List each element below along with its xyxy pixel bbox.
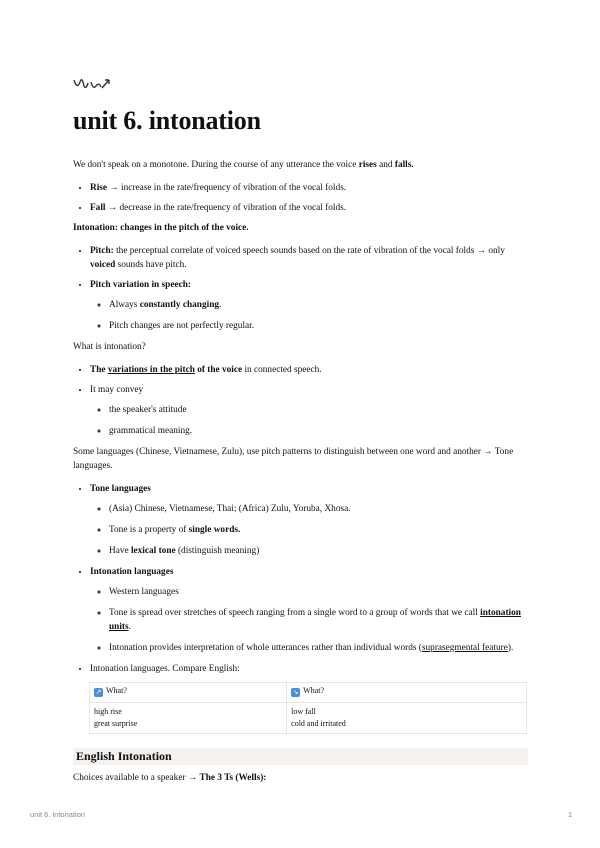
list-item: ◦ grammatical meaning. <box>109 424 528 438</box>
list-item: ◦ Pitch changes are not perfectly regular. <box>109 319 528 333</box>
page-title: unit 6. intonation <box>73 106 261 135</box>
arrow-up-right-icon: ↗ <box>95 688 102 696</box>
rise-fall-list <box>73 181 528 215</box>
languages-list <box>73 482 528 676</box>
arrow-down-right-icon: ↘ <box>292 688 299 696</box>
what-is-intonation: What is intonation? <box>73 342 146 352</box>
list-item: ◦ the speaker's attitude <box>109 403 528 417</box>
page-number: 1 <box>568 810 573 819</box>
list-item: • Tone languages ◦ (Asia) Chinese, Vietnamese, Thai; (Africa) Zulu, Yoruba, Xhosa. ◦ Tone is a property of single words. ◦ Have lexical tone (distinguish meaning) <box>90 482 528 558</box>
list-item: ◦ Western languages <box>109 585 528 599</box>
tone-sublist <box>90 502 528 558</box>
list-item: • Fall → decrease in the rate/frequency of vibration of the vocal folds. <box>90 201 528 215</box>
intonation-definition: Intonation: changes in the pitch of the voice. <box>73 223 249 233</box>
list-item: • Pitch variation in speech: ◦ Always constantly changing. ◦ Pitch changes are not perfectly regular. <box>90 278 528 333</box>
list-item: ◦ Tone is spread over stretches of speech ranging from a single word to a group of words that we call intonation units. <box>109 606 528 634</box>
page-content <box>73 74 528 794</box>
convey-sublist <box>90 403 528 438</box>
list-item: ◦ Intonation provides interpretation of whole utterances rather than individual words (suprasegmental feature). <box>109 641 528 655</box>
table-header-row <box>90 683 527 703</box>
intro-paragraph: We don't speak on a monotone. During the course of any utterance the voice rises and falls. <box>73 160 414 170</box>
list-item: • Intonation languages. Compare English: <box>90 662 528 676</box>
compare-table <box>89 682 527 734</box>
list-item: • Pitch: the perceptual correlate of voiced speech sounds based on the rate of vibration of the vocal folds → only voiced sounds have pitch. <box>90 244 528 272</box>
intonation-list <box>73 363 528 438</box>
choices-paragraph: Choices available to a speaker → The 3 Ts (Wells): <box>73 773 267 783</box>
pitch-list <box>73 244 528 333</box>
list-item: ◦ Tone is a property of single words. <box>109 523 528 537</box>
table-header: ↗ What? <box>90 683 287 703</box>
intonation-wave-icon <box>73 74 113 94</box>
table-cell: high rise great surprise <box>90 703 287 734</box>
languages-intro: Some languages (Chinese, Vietnamese, Zulu), use pitch patterns to distinguish between one word and another → Tone languages. <box>73 447 514 471</box>
list-item: ◦ Always constantly changing. <box>109 298 528 312</box>
list-item: • Rise → increase in the rate/frequency of vibration of the vocal folds. <box>90 181 528 195</box>
list-item: ◦ (Asia) Chinese, Vietnamese, Thai; (Africa) Zulu, Yoruba, Xhosa. <box>109 502 528 516</box>
table-header: ↘ What? <box>287 683 527 703</box>
intonation-sublist <box>90 585 528 655</box>
section-heading: English Intonation <box>73 748 528 765</box>
list-item: • Intonation languages ◦ Western languages ◦ Tone is spread over stretches of speech ranging from a single word to a group of words that we call intonation units. ◦ Intonation provides interpretation of whole utterances rather than individual words (suprasegmental feature). <box>90 565 528 655</box>
footer-title: unit 6. intonation <box>30 810 86 819</box>
list-item: ◦ Have lexical tone (distinguish meaning) <box>109 544 528 558</box>
list-item: • It may convey ◦ the speaker's attitude ◦ grammatical meaning. <box>90 383 528 438</box>
list-item: • The variations in the pitch of the voice in connected speech. <box>90 363 528 377</box>
pitch-variation-sublist <box>90 298 528 333</box>
table-row <box>90 703 527 734</box>
table-cell: low fall cold and irritated <box>287 703 527 734</box>
